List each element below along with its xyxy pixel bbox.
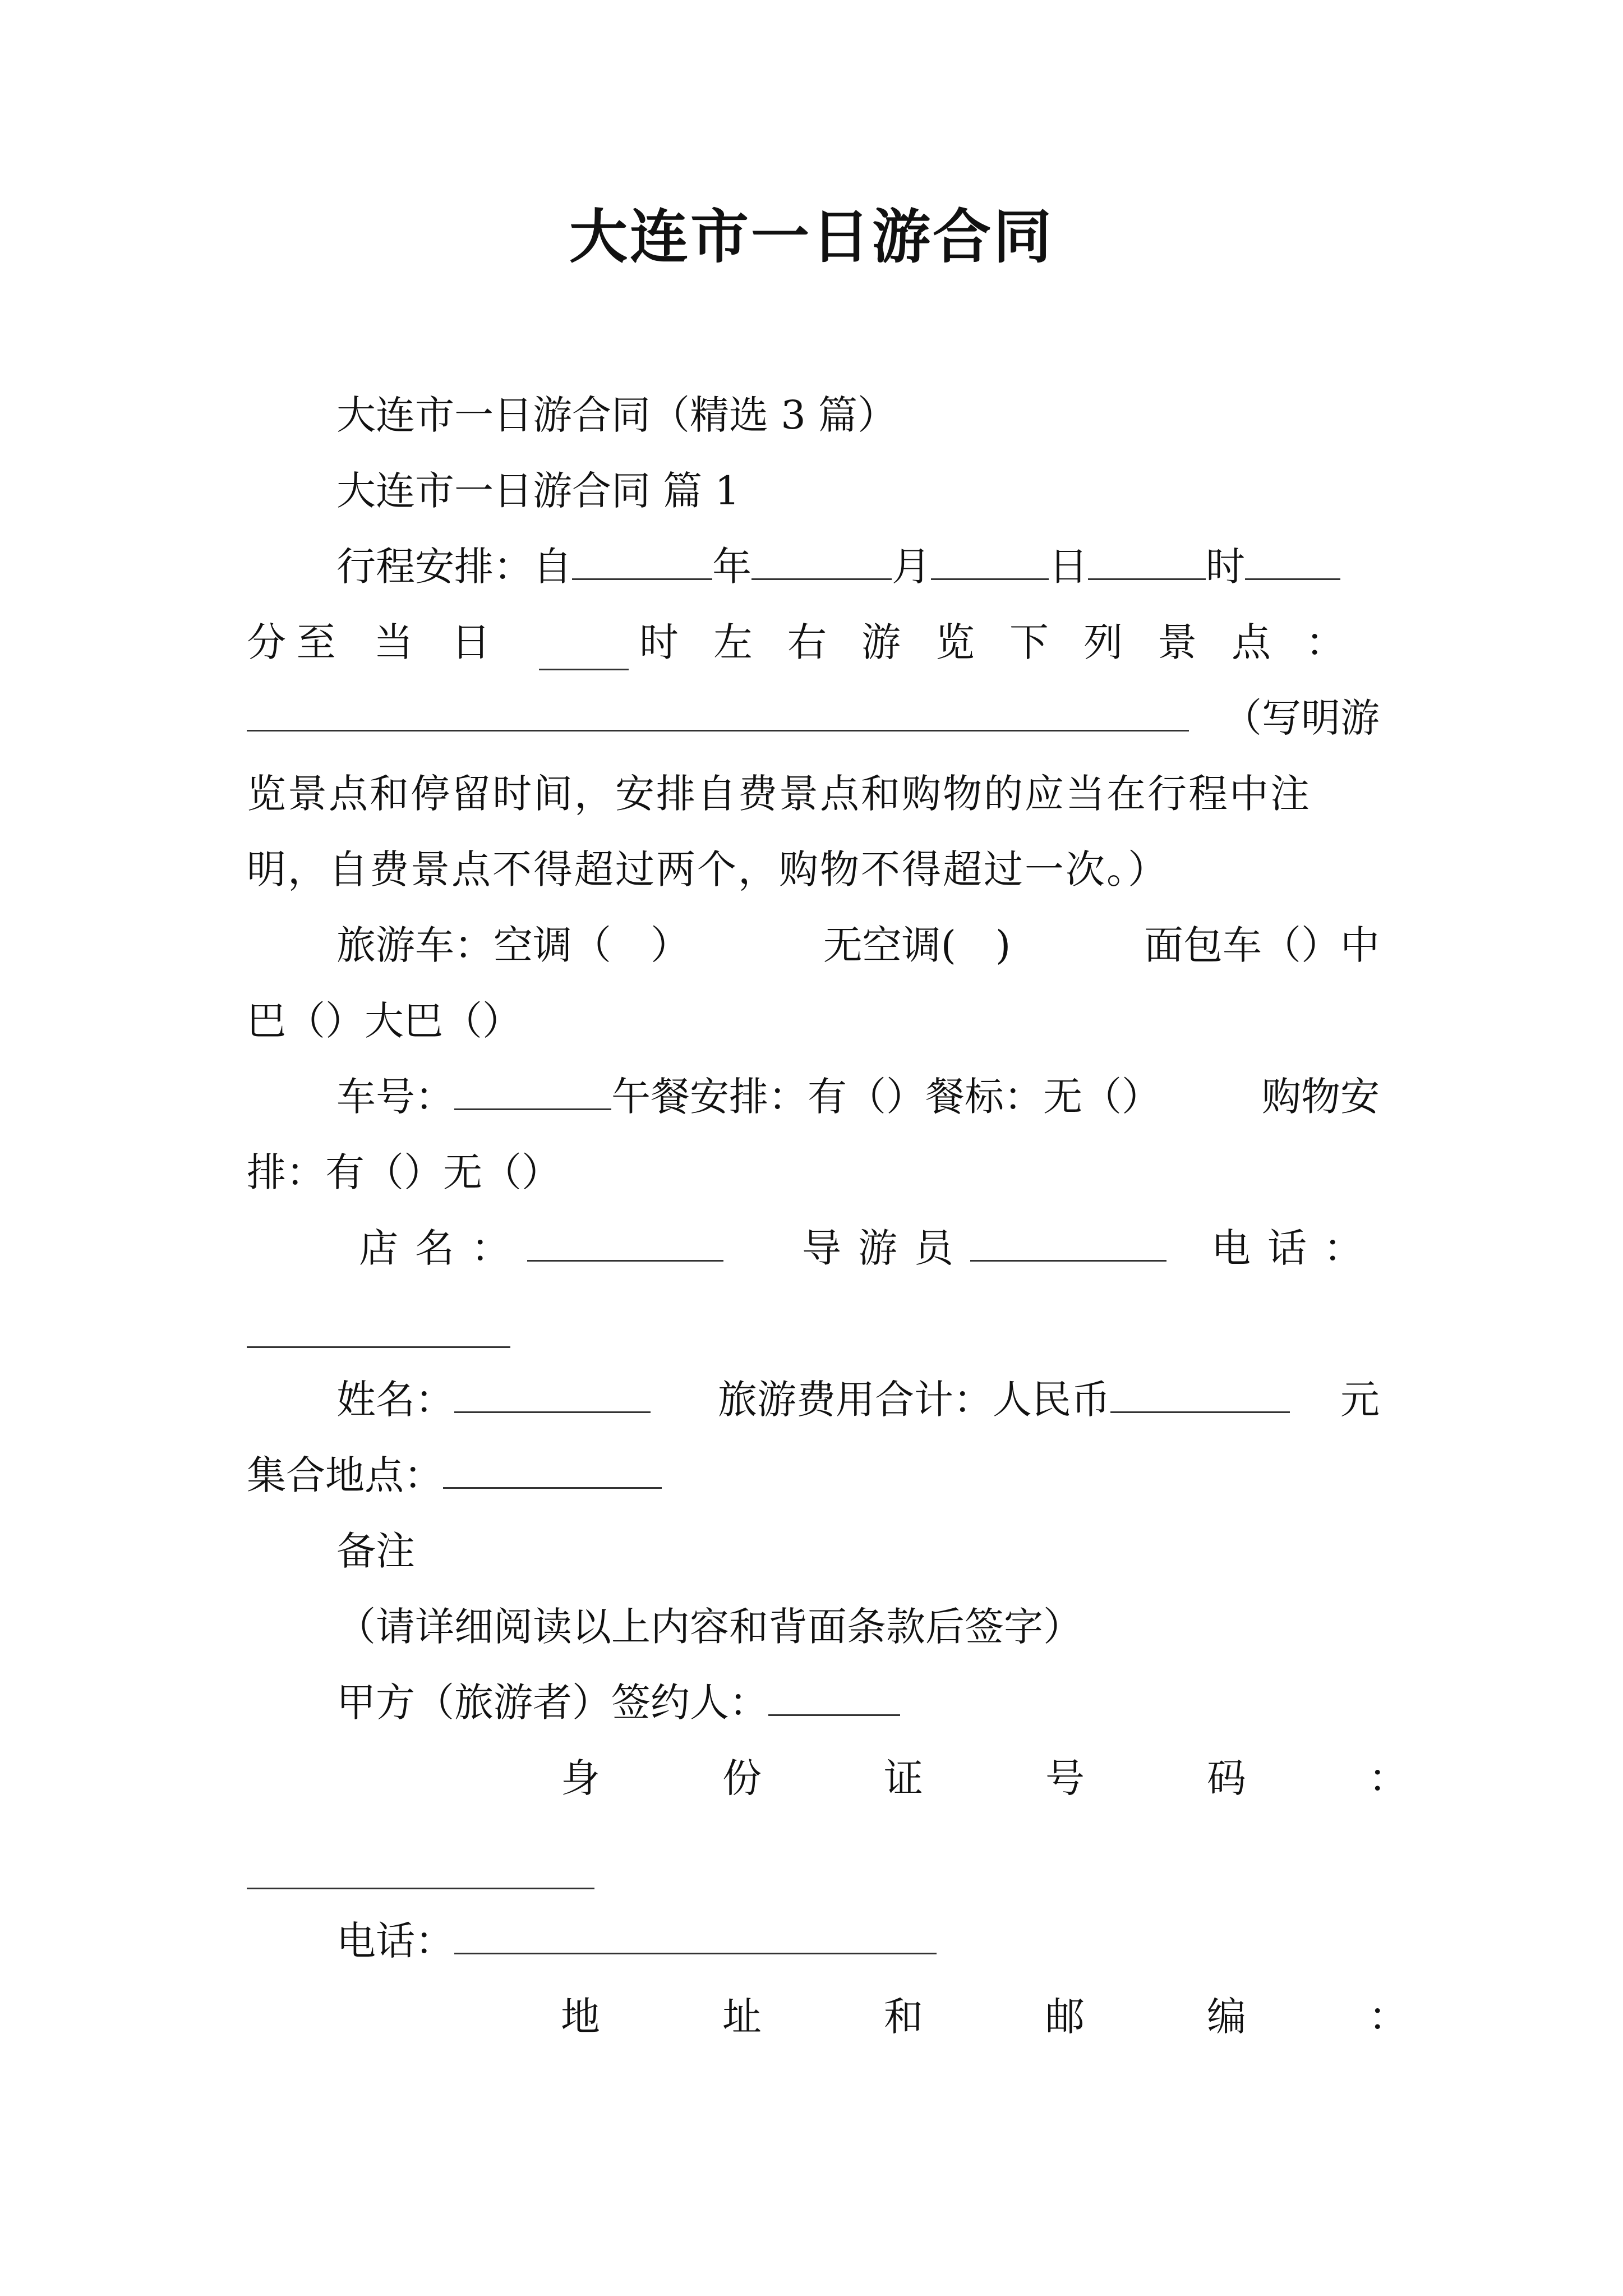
total-label: 旅游费用合计：人民币 [718, 1377, 1110, 1423]
shop-phone-blank[interactable] [247, 1346, 510, 1348]
month-label: 月 [892, 544, 931, 590]
phone-blank[interactable] [454, 1913, 937, 1954]
guide-blank[interactable] [970, 1221, 1166, 1262]
vehicle-number-label: 车号： [336, 1074, 454, 1120]
itinerary-line-2 [247, 614, 1380, 670]
hour-label: 时 [1206, 544, 1245, 590]
start-day-blank[interactable] [931, 539, 1049, 580]
id-number-blank[interactable] [247, 1888, 594, 1889]
shopping-label: 购物安 [1262, 1074, 1380, 1120]
bus-no-ac-label: 无空调( ) [823, 922, 1011, 968]
document-title: 大连市一日游合同 [569, 203, 1054, 271]
meeting-line [247, 1447, 1380, 1503]
meeting-blank[interactable] [443, 1448, 662, 1489]
name-blank[interactable] [454, 1372, 651, 1413]
vehicle-line-2: 排：有（）无（） [247, 1149, 561, 1195]
remarks-label: 备注 [336, 1528, 415, 1574]
address-line [561, 1989, 1530, 2045]
bus-line-2: 巴（）大巴（） [247, 998, 522, 1044]
itinerary-note-line-3: 明，自费景点不得超过两个，购物不得超过一次。） [247, 846, 1169, 892]
tour-text: 时左右游览下列景点： [639, 619, 1380, 665]
itinerary-line [336, 539, 1380, 595]
sights-blank[interactable] [247, 691, 1189, 731]
id-label: 身份证号码： [561, 1755, 1530, 1801]
signer-blank[interactable] [768, 1675, 900, 1716]
start-month-blank[interactable] [751, 539, 892, 580]
phone-label: 电话： [336, 1918, 454, 1964]
itinerary-label: 行程安排：自 [336, 544, 572, 590]
signer-line [336, 1674, 1380, 1731]
shop-line [359, 1220, 1380, 1276]
year-label: 年 [712, 544, 751, 590]
start-hour-blank[interactable] [1088, 539, 1206, 580]
day-label: 日 [1049, 544, 1088, 590]
meeting-label: 集合地点： [247, 1452, 443, 1498]
part-label: 大连市一日游合同 篇 1 [336, 468, 740, 514]
end-hour-blank[interactable] [539, 629, 629, 670]
bus-line [336, 917, 1380, 973]
fees-line [336, 1372, 1380, 1428]
total-blank[interactable] [1110, 1372, 1290, 1413]
remarks-instruction: （请详细阅读以上内容和背面条款后签字） [336, 1604, 1082, 1650]
id-line [561, 1750, 1530, 1806]
store-label: 店名： [359, 1225, 527, 1271]
lunch-label: 午餐安排：有（）餐标：无（） [611, 1074, 1161, 1120]
store-blank[interactable] [527, 1221, 723, 1262]
phone-line [336, 1913, 1380, 1969]
bus-ac-label: 旅游车：空调（ ） [336, 922, 690, 968]
bus-van-label: 面包车（）中 [1144, 922, 1380, 968]
phone-label: 电话： [1211, 1225, 1380, 1271]
minute-label: 分 [247, 619, 286, 665]
guide-label: 导游员 [802, 1225, 970, 1271]
itinerary-note-line-2: 览景点和停留时间，安排自费景点和购物的应当在行程中注 [247, 771, 1311, 817]
itinerary-line-3 [247, 690, 1380, 746]
currency-unit: 元 [1340, 1377, 1380, 1423]
start-year-blank[interactable] [572, 539, 712, 580]
signer-label: 甲方（旅游者）签约人： [336, 1680, 768, 1726]
name-label: 姓名： [336, 1377, 454, 1423]
vehicle-number-blank[interactable] [454, 1069, 611, 1110]
start-minute-blank[interactable] [1245, 539, 1340, 580]
to-same-day-label: 至当日 [296, 619, 529, 665]
note-start: （写明游 [1223, 695, 1380, 741]
address-label: 地址和邮编： [561, 1994, 1530, 2040]
subtitle: 大连市一日游合同（精选 3 篇） [336, 392, 897, 438]
vehicle-line [336, 1069, 1380, 1125]
